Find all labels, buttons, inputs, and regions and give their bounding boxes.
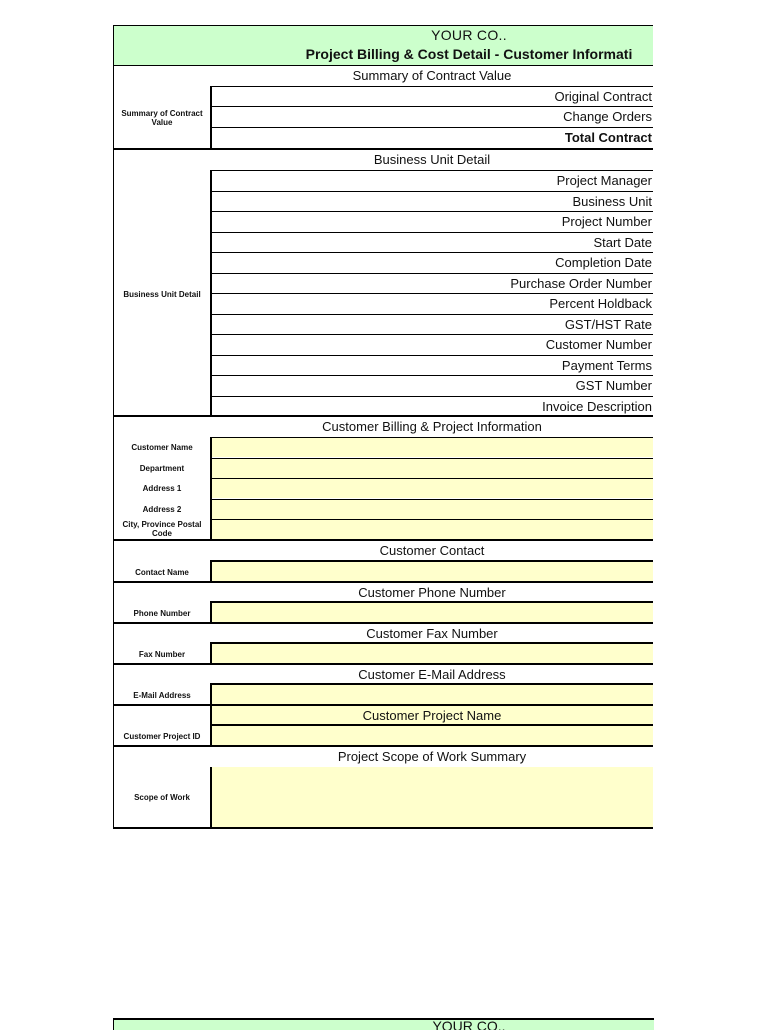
department-field[interactable]	[212, 458, 653, 478]
project-name-heading: Customer Project Name	[362, 708, 502, 723]
company-name: YOUR CO..	[431, 27, 507, 43]
billing-heading: Customer Billing & Project Information	[322, 419, 542, 434]
next-page-company: YOUR CO..	[432, 1018, 506, 1030]
project-manager-row[interactable]: Project Manager	[212, 170, 653, 190]
fax-heading: Customer Fax Number	[366, 626, 498, 641]
email-address-label: E-Mail Address	[133, 690, 191, 700]
payment-terms-row[interactable]: Payment Terms	[212, 355, 653, 375]
fax-number-label: Fax Number	[138, 649, 186, 659]
billing-sheet	[113, 25, 653, 829]
contact-name-label: Contact Name	[135, 567, 189, 577]
contact-section	[113, 541, 653, 582]
department-label: Department	[139, 463, 185, 473]
contract-summary-side-label: Summary of Contract Value	[121, 108, 203, 127]
invoice-description-row[interactable]: Invoice Description	[212, 396, 653, 416]
fax-section	[113, 624, 653, 664]
phone-heading: Customer Phone Number	[358, 585, 506, 600]
contract-summary-section	[113, 66, 653, 149]
address-1-label: Address 1	[142, 483, 182, 493]
city-province-field[interactable]	[212, 519, 653, 539]
address-1-field[interactable]	[212, 478, 653, 498]
address-2-label: Address 2	[142, 504, 182, 514]
phone-number-label: Phone Number	[133, 608, 191, 618]
phone-number-field[interactable]	[212, 603, 653, 623]
contract-summary-heading: Summary of Contract Value	[352, 68, 512, 83]
original-contract-row[interactable]: Original Contract	[212, 86, 653, 106]
scope-of-work-label: Scope of Work	[134, 792, 190, 802]
sheet-bottom-border	[113, 827, 653, 829]
customer-name-field[interactable]	[212, 437, 653, 457]
sheet-title: Project Billing & Cost Detail - Customer Informati	[305, 46, 633, 62]
customer-name-label: Customer Name	[131, 442, 193, 452]
address-2-field[interactable]	[212, 499, 653, 519]
percent-holdback-row[interactable]: Percent Holdback	[212, 293, 653, 313]
email-section	[113, 665, 653, 705]
sheet-header	[113, 25, 653, 66]
email-address-field[interactable]	[212, 685, 653, 705]
scope-heading: Project Scope of Work Summary	[337, 749, 527, 764]
customer-number-row[interactable]: Customer Number	[212, 334, 653, 354]
phone-section	[113, 583, 653, 623]
purchase-order-row[interactable]: Purchase Order Number	[212, 273, 653, 293]
fax-number-field[interactable]	[212, 644, 653, 664]
contact-heading: Customer Contact	[379, 543, 485, 558]
next-page-header	[113, 1018, 654, 1030]
city-province-label: City, Province Postal Code	[122, 520, 202, 538]
gst-hst-rate-row[interactable]: GST/HST Rate	[212, 314, 653, 334]
gst-number-row[interactable]: GST Number	[212, 375, 653, 395]
completion-date-row[interactable]: Completion Date	[212, 252, 653, 272]
project-id-label: Customer Project ID	[123, 731, 201, 741]
billing-section	[113, 417, 653, 541]
scope-section	[113, 747, 653, 829]
total-contract-row[interactable]: Total Contract	[212, 127, 653, 147]
project-number-row[interactable]: Project Number	[212, 211, 653, 231]
project-section	[113, 706, 653, 746]
email-heading: Customer E-Mail Address	[358, 667, 506, 682]
business-unit-row[interactable]: Business Unit	[212, 191, 653, 211]
business-unit-side-label: Business Unit Detail	[123, 289, 201, 299]
start-date-row[interactable]: Start Date	[212, 232, 653, 252]
change-orders-row[interactable]: Change Orders	[212, 106, 653, 126]
project-id-field[interactable]	[212, 726, 653, 746]
contact-name-field[interactable]	[212, 562, 653, 582]
scope-of-work-field[interactable]	[212, 767, 653, 827]
business-unit-section	[113, 150, 653, 416]
business-unit-heading: Business Unit Detail	[373, 152, 491, 167]
